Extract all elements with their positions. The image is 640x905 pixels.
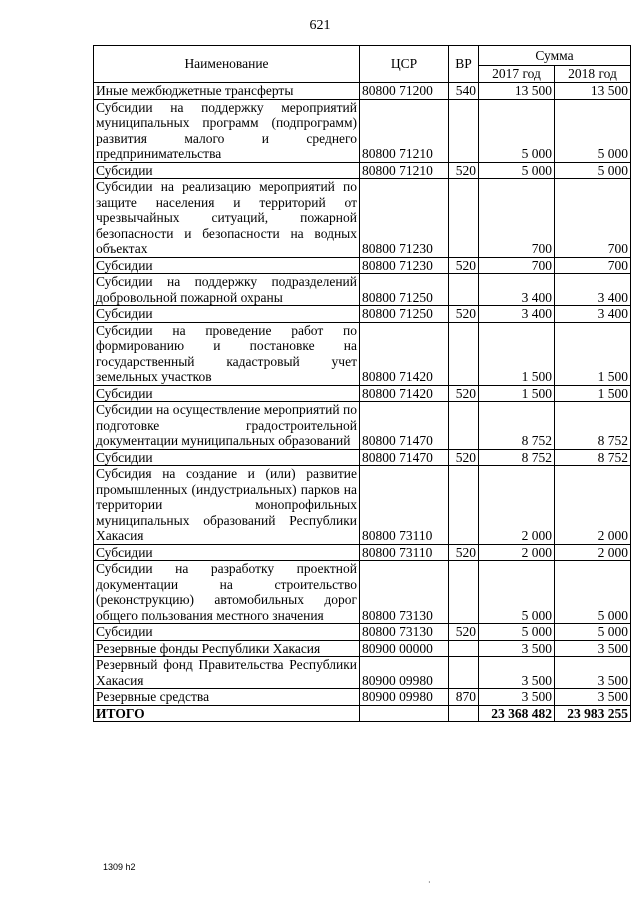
row-name: Субсидии bbox=[94, 162, 360, 179]
table-row bbox=[94, 83, 631, 100]
row-sum-2018: 2 000 bbox=[555, 466, 631, 545]
row-csr: 80800 71210 bbox=[360, 162, 449, 179]
footer-mark: · bbox=[428, 878, 431, 887]
row-name: Субсидии на осуществление мероприятий по подготовке градостроительной документации муниципальных образований bbox=[94, 402, 360, 450]
row-name: Субсидии на проведение работ по формированию и постановке на государственный кадастровый учет земельных участков bbox=[94, 322, 360, 385]
table-row bbox=[94, 466, 631, 545]
row-vr bbox=[449, 179, 479, 258]
row-csr: 80800 71420 bbox=[360, 385, 449, 402]
row-name: Субсидии на поддержку подразделений добровольной пожарной охраны bbox=[94, 274, 360, 306]
row-csr: 80800 71230 bbox=[360, 257, 449, 274]
row-name: Субсидии bbox=[94, 449, 360, 466]
row-sum-2018: 1 500 bbox=[555, 322, 631, 385]
table-row bbox=[94, 179, 631, 258]
table-header bbox=[94, 46, 631, 83]
row-name: Резервные средства bbox=[94, 689, 360, 706]
row-name: Субсидии bbox=[94, 257, 360, 274]
row-name: Субсидии bbox=[94, 544, 360, 561]
row-sum-2017: 700 bbox=[479, 179, 555, 258]
row-sum-2018: 3 400 bbox=[555, 306, 631, 323]
row-vr bbox=[449, 402, 479, 450]
row-sum-2018: 3 500 bbox=[555, 640, 631, 657]
table-row bbox=[94, 99, 631, 162]
budget-table bbox=[93, 45, 631, 722]
row-csr: 80800 71250 bbox=[360, 306, 449, 323]
row-csr: 80800 73110 bbox=[360, 544, 449, 561]
total-label: ИТОГО bbox=[94, 705, 360, 722]
page-number: 621 bbox=[309, 18, 331, 33]
header-name: Наименование bbox=[94, 46, 360, 83]
header-year-2017: 2017 год bbox=[479, 66, 555, 83]
row-name: Субсидии на поддержку мероприятий муниципальных программ (подпрограмм) развития малого и среднего предпринимательства bbox=[94, 99, 360, 162]
row-name: Субсидии на реализацию мероприятий по защите населения и территорий от чрезвычайных ситуаций, пожарной безопасности и безопасности на водных объектах bbox=[94, 179, 360, 258]
table-row bbox=[94, 689, 631, 706]
table-row bbox=[94, 657, 631, 689]
row-sum-2018: 5 000 bbox=[555, 162, 631, 179]
row-csr: 80900 00000 bbox=[360, 640, 449, 657]
row-csr: 80800 71420 bbox=[360, 322, 449, 385]
row-sum-2017: 13 500 bbox=[479, 83, 555, 100]
table-row bbox=[94, 640, 631, 657]
table-row bbox=[94, 385, 631, 402]
row-csr: 80800 71250 bbox=[360, 274, 449, 306]
row-sum-2017: 2 000 bbox=[479, 466, 555, 545]
row-name: Иные межбюджетные трансферты bbox=[94, 83, 360, 100]
row-csr: 80800 71470 bbox=[360, 402, 449, 450]
row-vr: 520 bbox=[449, 544, 479, 561]
row-sum-2018: 5 000 bbox=[555, 99, 631, 162]
total-csr-empty bbox=[360, 705, 449, 722]
row-vr bbox=[449, 640, 479, 657]
row-sum-2017: 3 500 bbox=[479, 640, 555, 657]
table-row bbox=[94, 544, 631, 561]
table-row bbox=[94, 402, 631, 450]
row-vr bbox=[449, 274, 479, 306]
total-row bbox=[94, 705, 631, 722]
row-vr: 520 bbox=[449, 257, 479, 274]
row-name: Субсидия на создание и (или) развитие промышленных (индустриальных) парков на территории монопрофильных муниципальных образований Республики Хакасия bbox=[94, 466, 360, 545]
row-sum-2018: 13 500 bbox=[555, 83, 631, 100]
row-sum-2018: 3 400 bbox=[555, 274, 631, 306]
row-sum-2018: 1 500 bbox=[555, 385, 631, 402]
row-csr: 80800 73130 bbox=[360, 624, 449, 641]
row-sum-2018: 2 000 bbox=[555, 544, 631, 561]
row-csr: 80900 09980 bbox=[360, 689, 449, 706]
row-name: Субсидии bbox=[94, 624, 360, 641]
row-csr: 80800 71470 bbox=[360, 449, 449, 466]
row-vr bbox=[449, 466, 479, 545]
row-sum-2017: 8 752 bbox=[479, 449, 555, 466]
header-csr: ЦСР bbox=[360, 46, 449, 83]
row-name: Субсидии на разработку проектной документации на строительство (реконструкцию) автомобильных дорог общего пользования местного значения bbox=[94, 561, 360, 624]
total-vr-empty bbox=[449, 705, 479, 722]
row-name: Субсидии bbox=[94, 385, 360, 402]
row-sum-2017: 1 500 bbox=[479, 385, 555, 402]
row-sum-2018: 5 000 bbox=[555, 561, 631, 624]
row-sum-2017: 3 400 bbox=[479, 306, 555, 323]
row-sum-2017: 8 752 bbox=[479, 402, 555, 450]
row-vr: 520 bbox=[449, 306, 479, 323]
row-sum-2017: 5 000 bbox=[479, 561, 555, 624]
row-sum-2017: 5 000 bbox=[479, 624, 555, 641]
row-sum-2018: 3 500 bbox=[555, 689, 631, 706]
row-csr: 80800 71230 bbox=[360, 179, 449, 258]
row-sum-2017: 3 400 bbox=[479, 274, 555, 306]
row-csr: 80800 71200 bbox=[360, 83, 449, 100]
row-csr: 80800 71210 bbox=[360, 99, 449, 162]
row-sum-2018: 700 bbox=[555, 179, 631, 258]
total-sum-2018: 23 983 255 bbox=[555, 705, 631, 722]
row-vr: 520 bbox=[449, 385, 479, 402]
row-vr: 520 bbox=[449, 624, 479, 641]
row-vr bbox=[449, 99, 479, 162]
table-row bbox=[94, 274, 631, 306]
table-row bbox=[94, 257, 631, 274]
row-vr: 520 bbox=[449, 449, 479, 466]
row-sum-2017: 3 500 bbox=[479, 657, 555, 689]
row-name: Резервный фонд Правительства Республики Хакасия bbox=[94, 657, 360, 689]
total-sum-2017: 23 368 482 bbox=[479, 705, 555, 722]
row-name: Резервные фонды Республики Хакасия bbox=[94, 640, 360, 657]
row-sum-2018: 5 000 bbox=[555, 624, 631, 641]
row-vr bbox=[449, 322, 479, 385]
header-vr: ВР bbox=[449, 46, 479, 83]
row-vr bbox=[449, 561, 479, 624]
table-row bbox=[94, 624, 631, 641]
table-body bbox=[94, 83, 631, 722]
table-row bbox=[94, 162, 631, 179]
row-sum-2017: 5 000 bbox=[479, 162, 555, 179]
table-row bbox=[94, 322, 631, 385]
row-vr: 870 bbox=[449, 689, 479, 706]
row-vr: 540 bbox=[449, 83, 479, 100]
row-sum-2018: 700 bbox=[555, 257, 631, 274]
row-csr: 80900 09980 bbox=[360, 657, 449, 689]
row-sum-2018: 8 752 bbox=[555, 449, 631, 466]
table-row bbox=[94, 449, 631, 466]
row-sum-2017: 2 000 bbox=[479, 544, 555, 561]
row-sum-2017: 700 bbox=[479, 257, 555, 274]
footer-code: 1309 h2 bbox=[103, 862, 136, 872]
row-vr: 520 bbox=[449, 162, 479, 179]
row-vr bbox=[449, 657, 479, 689]
row-sum-2017: 1 500 bbox=[479, 322, 555, 385]
row-sum-2018: 8 752 bbox=[555, 402, 631, 450]
table-row bbox=[94, 561, 631, 624]
row-sum-2018: 3 500 bbox=[555, 657, 631, 689]
row-sum-2017: 5 000 bbox=[479, 99, 555, 162]
header-year-2018: 2018 год bbox=[555, 66, 631, 83]
row-sum-2017: 3 500 bbox=[479, 689, 555, 706]
row-name: Субсидии bbox=[94, 306, 360, 323]
table-row bbox=[94, 306, 631, 323]
row-csr: 80800 73130 bbox=[360, 561, 449, 624]
header-sum: Сумма bbox=[479, 46, 631, 66]
row-csr: 80800 73110 bbox=[360, 466, 449, 545]
